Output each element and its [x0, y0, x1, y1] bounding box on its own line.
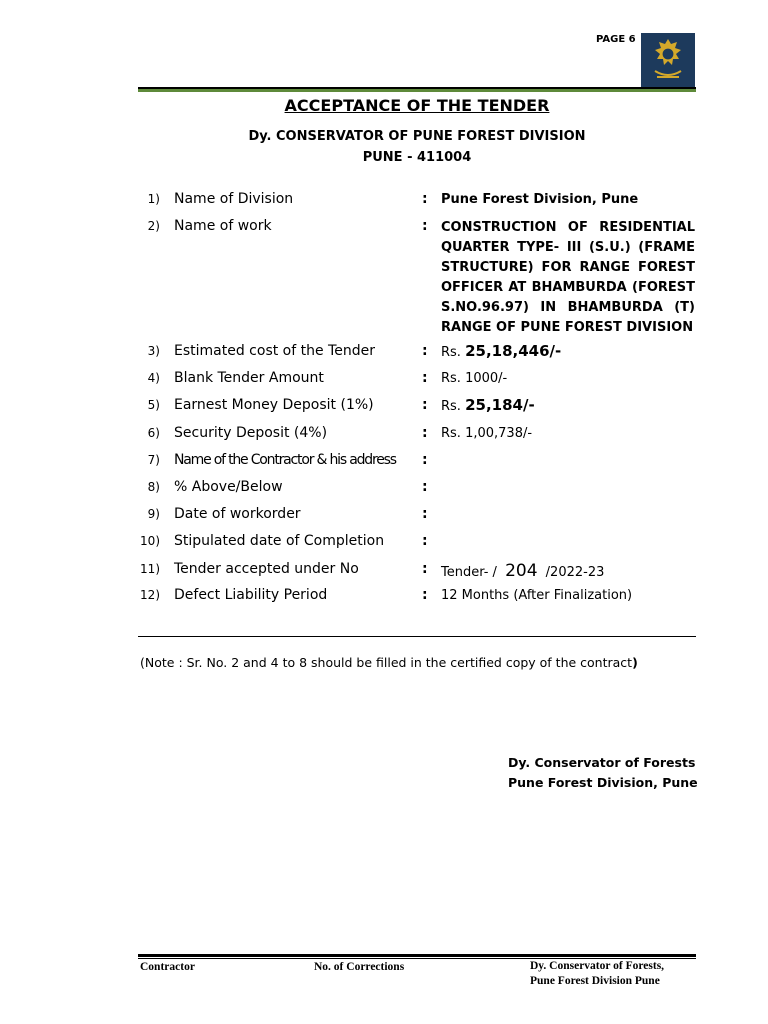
footer-rule: [138, 954, 696, 957]
item-colon: :: [422, 218, 428, 234]
note-close: ): [632, 655, 638, 670]
item-number: 3): [147, 344, 160, 358]
item-label: Date of workorder: [174, 506, 301, 522]
item-colon: :: [422, 452, 428, 468]
item-label: Blank Tender Amount: [174, 370, 324, 386]
header-rule-green: [138, 89, 696, 92]
item-colon: :: [422, 425, 428, 441]
emd-value: [441, 396, 535, 414]
page-number: PAGE 6: [596, 34, 636, 45]
item-label: Estimated cost of the Tender: [174, 343, 375, 359]
item-colon: :: [422, 191, 428, 207]
item-label: Stipulated date of Completion: [174, 533, 385, 549]
item-number: 12): [140, 588, 160, 602]
item-number: 8): [147, 480, 160, 494]
signature-title: Dy. Conservator of Forests: [508, 755, 696, 770]
item-label: % Above/Below: [174, 479, 283, 495]
office-city: PUNE - 411004: [362, 150, 472, 165]
footer-rule-thin: [138, 958, 696, 959]
tender-suffix: /2022-23: [545, 565, 605, 580]
tender-prefix: Tender- /: [441, 565, 497, 580]
estimated-cost-amount: 25,18,446/-: [465, 342, 562, 360]
tender-number-value: [441, 561, 604, 581]
item-colon: :: [422, 506, 428, 522]
item-label: Name of work: [174, 218, 272, 234]
footer-officer-office: Pune Forest Division Pune: [530, 975, 660, 987]
footer-corrections: No. of Corrections: [314, 961, 405, 973]
division-value: Pune Forest Division, Pune: [441, 192, 639, 207]
footer-contractor: Contractor: [140, 961, 195, 973]
item-number: 7): [147, 453, 160, 467]
office-name: Dy. CONSERVATOR OF PUNE FOREST DIVISION: [248, 129, 586, 144]
item-number: 2): [147, 219, 160, 233]
estimated-cost-value: [441, 342, 561, 360]
name-of-work-value: CONSTRUCTION OF RESIDENTIAL QUARTER TYPE- III (S.U.) (FRAME STRUCTURE) FOR RANGE FOREST OFFICER AT BHAMBURDA (FOREST S.NO.96.97) IN BHAMBURDA (T) RANGE OF PUNE FOREST DIVISION: [441, 220, 695, 335]
item-number: 6): [147, 426, 160, 440]
currency-prefix: Rs.: [441, 399, 461, 414]
note: [140, 655, 638, 670]
item-label: Defect Liability Period: [174, 587, 328, 603]
security-deposit-value: Rs. 1,00,738/-: [441, 426, 533, 441]
section-divider: [138, 636, 696, 637]
item-label: Tender accepted under No: [174, 561, 359, 577]
item-number: 9): [147, 507, 160, 521]
item-label: Name of Division: [174, 191, 294, 207]
forest-emblem-icon: [641, 33, 695, 87]
item-label: Earnest Money Deposit (1%): [174, 397, 374, 413]
blank-tender-value: Rs. 1000/-: [441, 371, 508, 386]
item-colon: :: [422, 370, 428, 386]
item-colon: :: [422, 587, 428, 603]
currency-prefix: Rs.: [441, 345, 461, 360]
item-label: Name of the Contractor & his address: [174, 452, 396, 468]
tender-number: 204: [505, 561, 538, 581]
item-label: Security Deposit (4%): [174, 425, 328, 441]
item-colon: :: [422, 343, 428, 359]
item-colon: :: [422, 561, 428, 577]
item-number: 10): [140, 534, 160, 548]
item-number: 1): [147, 192, 160, 206]
footer-officer-title: Dy. Conservator of Forests,: [530, 960, 665, 972]
item-number: 5): [147, 398, 160, 412]
note-text: (Note : Sr. No. 2 and 4 to 8 should be filled in the certified copy of the contract: [140, 655, 633, 670]
item-number: 11): [140, 562, 160, 576]
emd-amount: 25,184/-: [465, 396, 535, 414]
page-title: ACCEPTANCE OF THE TENDER: [284, 96, 550, 115]
item-colon: :: [422, 397, 428, 413]
item-number: 4): [147, 371, 160, 385]
defect-liability-value: 12 Months (After Finalization): [441, 588, 633, 603]
item-colon: :: [422, 479, 428, 495]
signature-office: Pune Forest Division, Pune: [508, 775, 698, 790]
item-colon: :: [422, 533, 428, 549]
